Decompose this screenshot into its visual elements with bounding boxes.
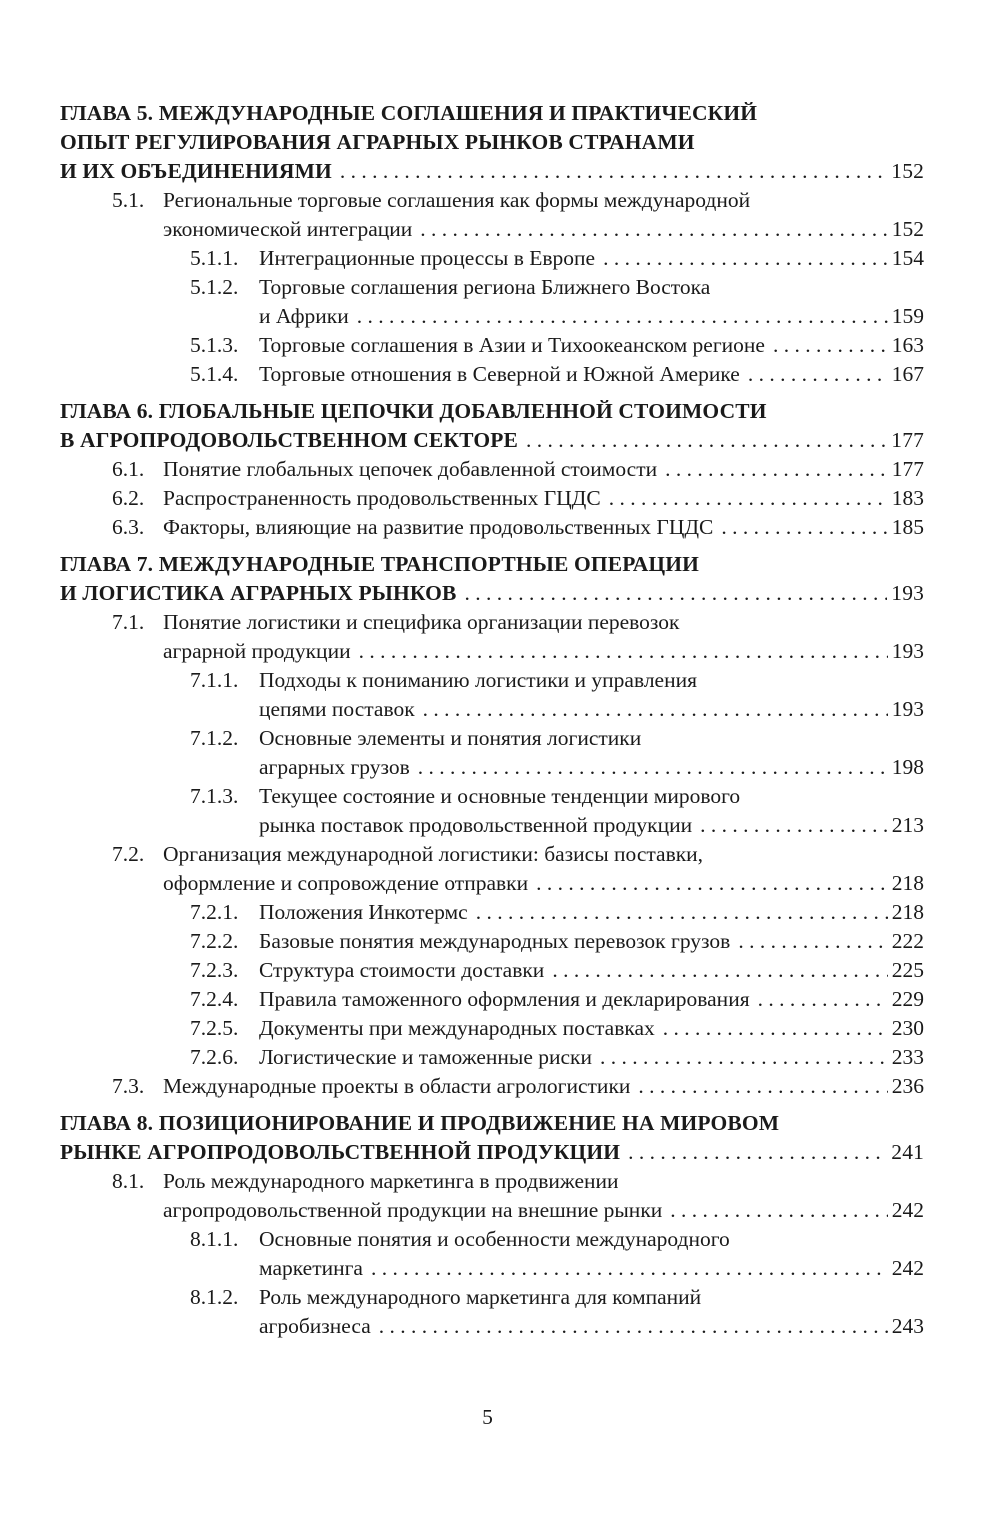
page-ref: 193 (891, 581, 924, 605)
section-number: 7.2. (112, 842, 145, 866)
entry-title: маркетинга (259, 1256, 363, 1280)
dot-leader (665, 455, 888, 484)
section-7-2-1[interactable] (0, 898, 1000, 927)
chapter-8-title-line-2[interactable] (0, 1138, 1000, 1167)
section-7-2-6[interactable] (0, 1043, 1000, 1072)
entry-title: ГЛАВА 7. МЕЖДУНАРОДНЫЕ ТРАНСПОРТНЫЕ ОПЕРАЦИИ (60, 552, 700, 576)
entry-title: В АГРОПРОДОВОЛЬСТВЕННОМ СЕКТОРЕ (60, 428, 518, 452)
page-ref: 213 (891, 813, 924, 837)
section-number: 7.2.2. (190, 929, 239, 953)
entry-title: И ЛОГИСТИКА АГРАРНЫХ РЫНКОВ (60, 581, 457, 605)
entry-title: РЫНКЕ АГРОПРОДОВОЛЬСТВЕННОЙ ПРОДУКЦИИ (60, 1140, 621, 1164)
page-ref: 193 (891, 697, 924, 721)
section-number: 6.2. (112, 486, 145, 510)
dot-leader (758, 985, 888, 1014)
entry-title: Документы при международных поставках (259, 1016, 655, 1040)
section-number: 7.1. (112, 610, 145, 634)
section-number: 5.1.1. (190, 246, 239, 270)
section-number: 8.1. (112, 1169, 145, 1193)
section-number: 5.1.3. (190, 333, 239, 357)
section-8-1-line-2[interactable] (0, 1196, 1000, 1225)
section-7-1-3-line-2[interactable] (0, 811, 1000, 840)
section-7-2-4[interactable] (0, 985, 1000, 1014)
page-ref: 167 (891, 362, 924, 386)
entry-title: экономической интеграции (163, 217, 413, 241)
page-ref: 233 (891, 1045, 924, 1069)
chapter-6-title-line-2[interactable] (0, 426, 1000, 455)
section-7-2-5[interactable] (0, 1014, 1000, 1043)
section-7-1-2-line-1 (0, 724, 1000, 753)
dot-leader (721, 513, 887, 542)
entry-title: Организация международной логистики: базисы поставки, (163, 842, 704, 866)
dot-leader (359, 637, 888, 666)
section-7-1-3-line-1 (0, 782, 1000, 811)
dot-leader (357, 302, 888, 331)
entry-title: Понятие логистики и специфика организации перевозок (163, 610, 680, 634)
entry-title: ГЛАВА 5. МЕЖДУНАРОДНЫЕ СОГЛАШЕНИЯ И ПРАКТИЧЕСКИЙ (60, 101, 758, 125)
dot-leader (663, 1014, 888, 1043)
section-number: 7.2.6. (190, 1045, 239, 1069)
page-ref: 243 (891, 1314, 924, 1338)
dot-leader (773, 331, 888, 360)
page-ref: 163 (891, 333, 924, 357)
section-7-2-line-1 (0, 840, 1000, 869)
page-ref: 159 (891, 304, 924, 328)
section-6-3[interactable] (0, 513, 1000, 542)
page-ref: 177 (891, 428, 924, 452)
section-7-3[interactable] (0, 1072, 1000, 1101)
chapter-5-title-line-1 (0, 99, 1000, 128)
entry-title: Роль международного маркетинга в продвижении (163, 1169, 619, 1193)
dot-leader (476, 898, 888, 927)
dot-leader (526, 426, 887, 455)
section-5-1-1[interactable] (0, 244, 1000, 273)
page-ref: 177 (891, 457, 924, 481)
section-number: 5.1. (112, 188, 145, 212)
section-number: 5.1.2. (190, 275, 239, 299)
section-7-2-2[interactable] (0, 927, 1000, 956)
entry-title: Международные проекты в области агрологистики (163, 1074, 631, 1098)
section-number: 8.1.2. (190, 1285, 239, 1309)
page-ref: 230 (891, 1016, 924, 1040)
entry-title: Интеграционные процессы в Европе (259, 246, 596, 270)
entry-title: Торговые соглашения в Азии и Тихоокеанском регионе (259, 333, 765, 357)
entry-title: И ИХ ОБЪЕДИНЕНИЯМИ (60, 159, 332, 183)
page-ref: 222 (891, 929, 924, 953)
section-7-1-2-line-2[interactable] (0, 753, 1000, 782)
dot-leader (423, 695, 888, 724)
page-ref: 183 (891, 486, 924, 510)
entry-title: Факторы, влияющие на развитие продовольственных ГЦДС (163, 515, 714, 539)
entry-title: Текущее состояние и основные тенденции мирового (259, 784, 741, 808)
section-5-1-line-2[interactable] (0, 215, 1000, 244)
section-number: 7.1.1. (190, 668, 239, 692)
dot-leader (748, 360, 888, 389)
entry-title: Основные понятия и особенности международного (259, 1227, 730, 1251)
page-ref: 242 (891, 1198, 924, 1222)
entry-title: Основные элементы и понятия логистики (259, 726, 642, 750)
entry-title: Торговые отношения в Северной и Южной Америке (259, 362, 740, 386)
section-7-2-line-2[interactable] (0, 869, 1000, 898)
section-7-2-3[interactable] (0, 956, 1000, 985)
dot-leader (340, 157, 887, 186)
entry-title: Базовые понятия международных перевозок грузов (259, 929, 731, 953)
section-7-1-1-line-2[interactable] (0, 695, 1000, 724)
section-5-1-2-line-2[interactable] (0, 302, 1000, 331)
entry-title: Понятие глобальных цепочек добавленной стоимости (163, 457, 658, 481)
dot-leader (603, 244, 888, 273)
page-ref: 185 (891, 515, 924, 539)
section-number: 6.3. (112, 515, 145, 539)
section-5-1-2-line-1 (0, 273, 1000, 302)
chapter-8-title-line-1 (0, 1109, 1000, 1138)
dot-leader (600, 1043, 888, 1072)
page-ref: 152 (891, 159, 924, 183)
section-7-1-1-line-1 (0, 666, 1000, 695)
entry-title: и Африки (259, 304, 349, 328)
entry-title: агробизнеса (259, 1314, 371, 1338)
dot-leader (418, 753, 888, 782)
page-ref: 198 (891, 755, 924, 779)
page-ref: 193 (891, 639, 924, 663)
entry-title: Правила таможенного оформления и декларирования (259, 987, 750, 1011)
section-number: 6.1. (112, 457, 145, 481)
chapter-7-title-line-1 (0, 550, 1000, 579)
dot-leader (420, 215, 887, 244)
page-ref: 218 (891, 900, 924, 924)
table-of-contents (0, 99, 1000, 1341)
dot-leader (536, 869, 888, 898)
page-ref: 225 (891, 958, 924, 982)
dot-leader (628, 1138, 887, 1167)
chapter-5-title-line-2 (0, 128, 1000, 157)
dot-leader (552, 956, 887, 985)
entry-title: Логистические и таможенные риски (259, 1045, 593, 1069)
section-number: 7.3. (112, 1074, 145, 1098)
section-7-1-line-2[interactable] (0, 637, 1000, 666)
section-6-2[interactable] (0, 484, 1000, 513)
entry-title: Подходы к пониманию логистики и управления (259, 668, 697, 692)
chapter-5-title-line-3[interactable] (0, 157, 1000, 186)
section-number: 5.1.4. (190, 362, 239, 386)
dot-leader (464, 579, 887, 608)
entry-title: Роль международного маркетинга для компаний (259, 1285, 702, 1309)
section-number: 7.2.5. (190, 1016, 239, 1040)
entry-title: рынка поставок продовольственной продукции (259, 813, 693, 837)
section-6-1[interactable] (0, 455, 1000, 484)
page-number: 5 (482, 1405, 493, 1429)
page-ref: 152 (891, 217, 924, 241)
entry-title: Структура стоимости доставки (259, 958, 545, 982)
entry-title: ГЛАВА 6. ГЛОБАЛЬНЫЕ ЦЕПОЧКИ ДОБАВЛЕННОЙ СТОИМОСТИ (60, 399, 767, 423)
section-8-1-2-line-2[interactable] (0, 1312, 1000, 1341)
page-ref: 218 (891, 871, 924, 895)
entry-title: агропродовольственной продукции на внешние рынки (163, 1198, 663, 1222)
page-ref: 236 (891, 1074, 924, 1098)
section-8-1-line-1 (0, 1167, 1000, 1196)
section-number: 7.2.4. (190, 987, 239, 1011)
section-8-1-2-line-1 (0, 1283, 1000, 1312)
dot-leader (371, 1254, 888, 1283)
chapter-6-title-line-1 (0, 397, 1000, 426)
entry-title: цепями поставок (259, 697, 415, 721)
section-5-1-3[interactable] (0, 331, 1000, 360)
entry-title: Торговые соглашения региона Ближнего Востока (259, 275, 711, 299)
section-7-1-line-1 (0, 608, 1000, 637)
section-number: 7.1.3. (190, 784, 239, 808)
dot-leader (670, 1196, 887, 1225)
entry-title: ГЛАВА 8. ПОЗИЦИОНИРОВАНИЕ И ПРОДВИЖЕНИЕ НА МИРОВОМ (60, 1111, 780, 1135)
page-ref: 229 (891, 987, 924, 1011)
dot-leader (638, 1072, 887, 1101)
entry-title: ОПЫТ РЕГУЛИРОВАНИЯ АГРАРНЫХ РЫНКОВ СТРАНАМИ (60, 130, 695, 154)
entry-title: оформление и сопровождение отправки (163, 871, 529, 895)
page-ref: 241 (891, 1140, 924, 1164)
section-number: 7.2.3. (190, 958, 239, 982)
dot-leader (738, 927, 887, 956)
section-number: 8.1.1. (190, 1227, 239, 1251)
entry-title: Региональные торговые соглашения как формы международной (163, 188, 751, 212)
dot-leader (700, 811, 888, 840)
entry-title: Распространенность продовольственных ГЦДС (163, 486, 601, 510)
entry-title: аграрных грузов (259, 755, 410, 779)
chapter-7-title-line-2[interactable] (0, 579, 1000, 608)
entry-title: аграрной продукции (163, 639, 351, 663)
section-number: 7.2.1. (190, 900, 239, 924)
section-8-1-1-line-2[interactable] (0, 1254, 1000, 1283)
section-8-1-1-line-1 (0, 1225, 1000, 1254)
page-ref: 242 (891, 1256, 924, 1280)
page-ref: 154 (891, 246, 924, 270)
entry-title: Положения Инкотермс (259, 900, 468, 924)
dot-leader (379, 1312, 888, 1341)
section-number: 7.1.2. (190, 726, 239, 750)
section-5-1-4[interactable] (0, 360, 1000, 389)
section-5-1-line-1 (0, 186, 1000, 215)
dot-leader (609, 484, 888, 513)
